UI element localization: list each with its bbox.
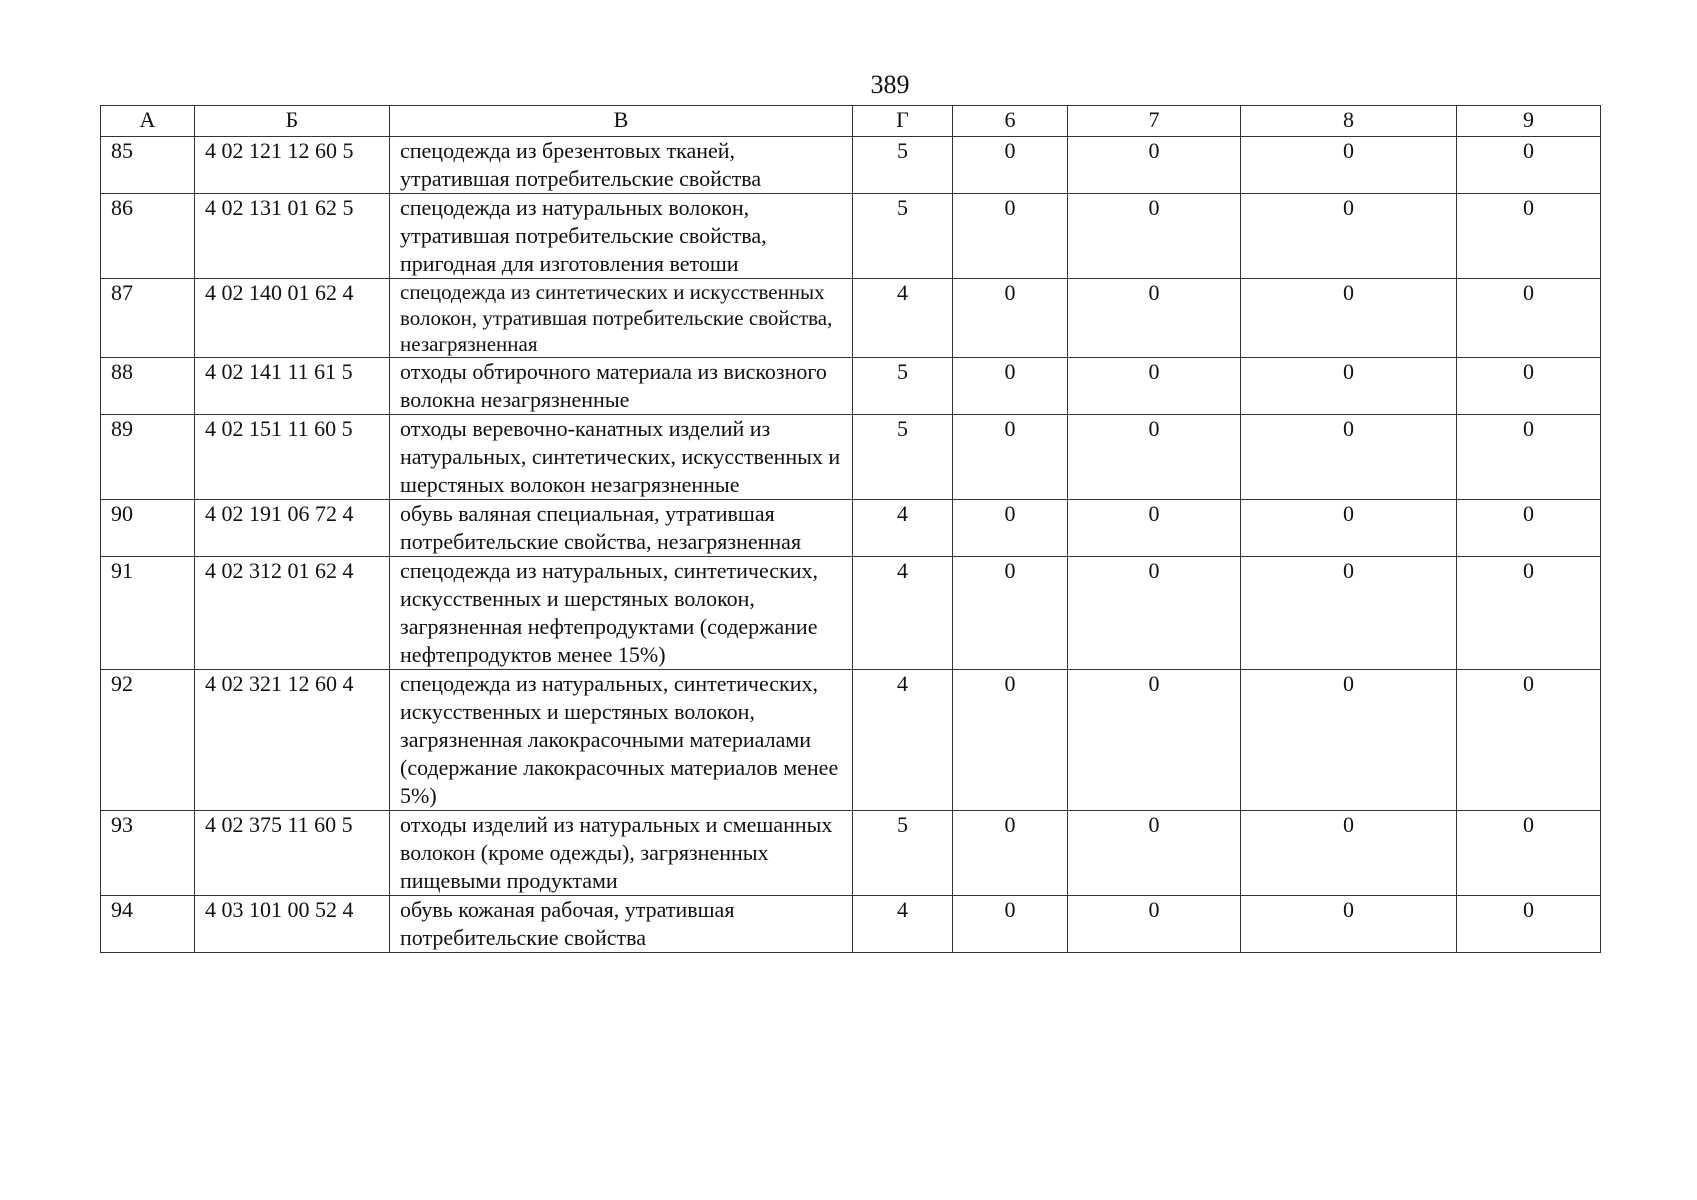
hazard-class-cell: 4 [853,896,953,953]
column-6-cell: 0 [953,500,1068,557]
hazard-class-cell: 4 [853,500,953,557]
row-number-cell: 90 [101,500,195,557]
column-6-cell: 0 [953,358,1068,415]
header-cell-8: 8 [1241,106,1457,137]
table-row [101,557,1601,670]
hazard-class-cell: 5 [853,137,953,194]
column-8-cell: 0 [1241,811,1457,896]
row-number-cell: 92 [101,670,195,811]
waste-description-cell: отходы веревочно-канатных изделий из натуральных, синтетических, искусственных и шерстяных волокон незагрязненные [390,415,853,500]
column-8-cell: 0 [1241,194,1457,279]
waste-code-cell: 4 02 312 01 62 4 [195,557,390,670]
column-8-cell: 0 [1241,137,1457,194]
header-cell-g: Г [853,106,953,137]
table-row [101,137,1601,194]
waste-code-cell: 4 02 151 11 60 5 [195,415,390,500]
waste-description-cell: спецодежда из натуральных волокон, утратившая потребительские свойства, пригодная для изготовления ветоши [390,194,853,279]
column-7-cell: 0 [1068,137,1241,194]
waste-code-cell: 4 02 131 01 62 5 [195,194,390,279]
hazard-class-cell: 5 [853,358,953,415]
column-7-cell: 0 [1068,670,1241,811]
row-number-cell: 91 [101,557,195,670]
header-cell-a: А [101,106,195,137]
row-number-cell: 85 [101,137,195,194]
waste-code-cell: 4 02 121 12 60 5 [195,137,390,194]
waste-code-cell: 4 02 140 01 62 4 [195,279,390,358]
column-9-cell: 0 [1457,194,1601,279]
waste-description-cell: спецодежда из синтетических и искусственных волокон, утратившая потребительские свойства, незагрязненная [390,279,853,358]
column-7-cell: 0 [1068,279,1241,358]
column-9-cell: 0 [1457,896,1601,953]
header-cell-6: 6 [953,106,1068,137]
row-number-cell: 86 [101,194,195,279]
waste-description-cell: спецодежда из брезентовых тканей, утратившая потребительские свойства [390,137,853,194]
column-9-cell: 0 [1457,670,1601,811]
table-row [101,415,1601,500]
column-7-cell: 0 [1068,557,1241,670]
waste-code-cell: 4 02 321 12 60 4 [195,670,390,811]
hazard-class-cell: 5 [853,415,953,500]
column-6-cell: 0 [953,811,1068,896]
table-row [101,500,1601,557]
column-9-cell: 0 [1457,358,1601,415]
column-9-cell: 0 [1457,500,1601,557]
column-8-cell: 0 [1241,500,1457,557]
column-8-cell: 0 [1241,896,1457,953]
table-row [101,811,1601,896]
column-7-cell: 0 [1068,194,1241,279]
header-cell-9: 9 [1457,106,1601,137]
row-number-cell: 94 [101,896,195,953]
table-row [101,279,1601,358]
waste-description-cell: спецодежда из натуральных, синтетических, искусственных и шерстяных волокон, загрязненная нефтепродуктами (содержание нефтепродуктов менее 15%) [390,557,853,670]
hazard-class-cell: 5 [853,194,953,279]
waste-classification-table [100,105,1601,953]
waste-description-cell: отходы обтирочного материала из вискозного волокна незагрязненные [390,358,853,415]
table-header-row [101,106,1601,137]
column-9-cell: 0 [1457,137,1601,194]
column-9-cell: 0 [1457,557,1601,670]
waste-code-cell: 4 03 101 00 52 4 [195,896,390,953]
row-number-cell: 93 [101,811,195,896]
column-7-cell: 0 [1068,896,1241,953]
column-6-cell: 0 [953,670,1068,811]
column-6-cell: 0 [953,896,1068,953]
waste-code-cell: 4 02 141 11 61 5 [195,358,390,415]
column-8-cell: 0 [1241,670,1457,811]
row-number-cell: 88 [101,358,195,415]
hazard-class-cell: 4 [853,557,953,670]
waste-description-cell: отходы изделий из натуральных и смешанных волокон (кроме одежды), загрязненных пищевыми продуктами [390,811,853,896]
column-6-cell: 0 [953,137,1068,194]
row-number-cell: 87 [101,279,195,358]
waste-code-cell: 4 02 191 06 72 4 [195,500,390,557]
column-8-cell: 0 [1241,415,1457,500]
waste-code-cell: 4 02 375 11 60 5 [195,811,390,896]
header-cell-b: Б [195,106,390,137]
column-7-cell: 0 [1068,500,1241,557]
hazard-class-cell: 4 [853,670,953,811]
table-row [101,670,1601,811]
column-6-cell: 0 [953,194,1068,279]
column-9-cell: 0 [1457,279,1601,358]
column-7-cell: 0 [1068,415,1241,500]
column-8-cell: 0 [1241,279,1457,358]
header-cell-v: В [390,106,853,137]
column-8-cell: 0 [1241,358,1457,415]
column-6-cell: 0 [953,415,1068,500]
column-9-cell: 0 [1457,811,1601,896]
column-6-cell: 0 [953,557,1068,670]
table-row [101,194,1601,279]
column-9-cell: 0 [1457,415,1601,500]
table-row [101,358,1601,415]
page-number: 389 [870,70,910,99]
hazard-class-cell: 5 [853,811,953,896]
row-number-cell: 89 [101,415,195,500]
waste-description-cell: обувь валяная специальная, утратившая потребительские свойства, незагрязненная [390,500,853,557]
waste-description-cell: обувь кожаная рабочая, утратившая потребительские свойства [390,896,853,953]
column-7-cell: 0 [1068,811,1241,896]
waste-description-cell: спецодежда из натуральных, синтетических, искусственных и шерстяных волокон, загрязненная лакокрасочными материалами (содержание лакокрасочных материалов менее 5%) [390,670,853,811]
hazard-class-cell: 4 [853,279,953,358]
column-6-cell: 0 [953,279,1068,358]
column-7-cell: 0 [1068,358,1241,415]
header-cell-7: 7 [1068,106,1241,137]
table-row [101,896,1601,953]
column-8-cell: 0 [1241,557,1457,670]
